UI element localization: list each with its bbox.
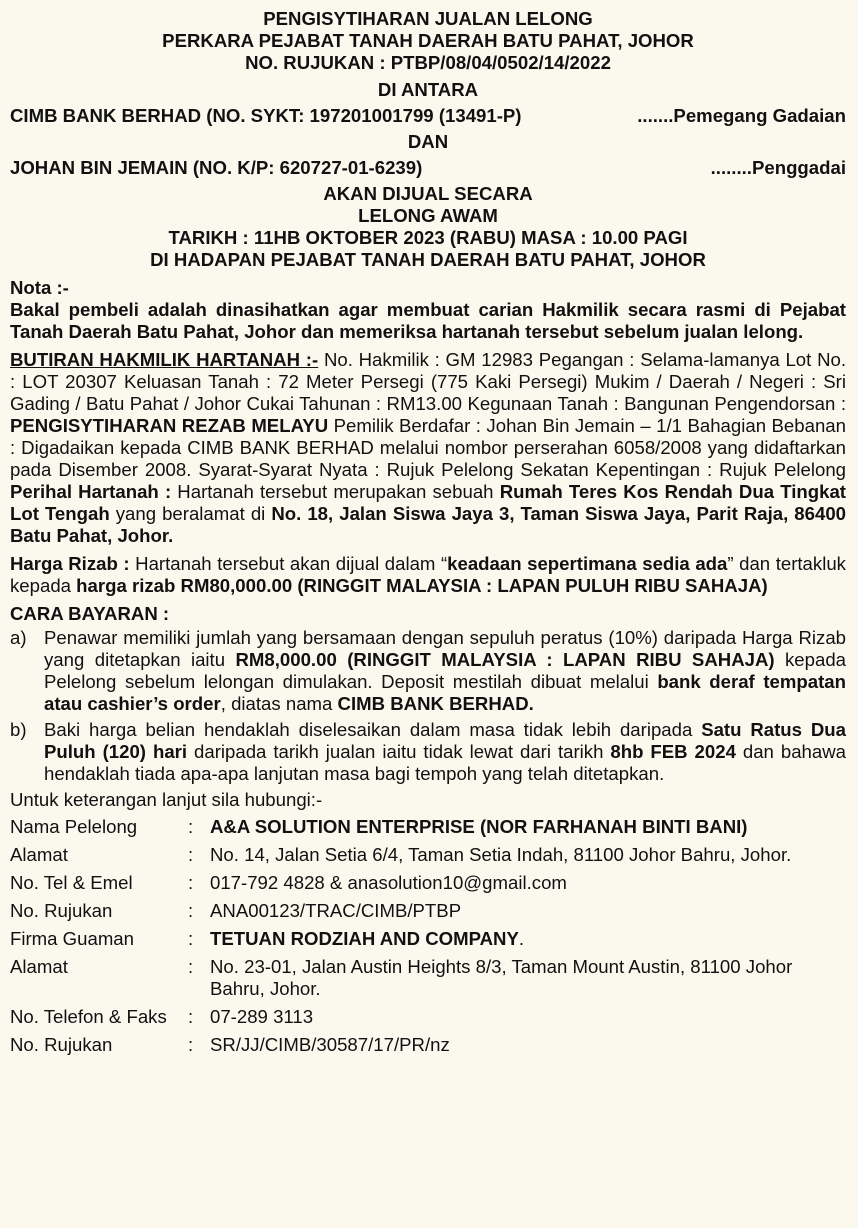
- table-row: Firma Guaman : TETUAN RODZIAH AND COMPANY.: [10, 925, 846, 953]
- party-chargor: [10, 157, 846, 179]
- auction-venue: DI HADAPAN PEJABAT TANAH DAERAH BATU PAHAT, JOHOR: [150, 249, 706, 270]
- table-row: No. Tel & Emel : 017-792 4828 & anasolution10@gmail.com: [10, 869, 846, 897]
- reserve-label: Harga Rizab :: [10, 553, 130, 574]
- party-chargee: [10, 105, 846, 127]
- table-row: Alamat : No. 14, Jalan Setia 6/4, Taman Setia Indah, 81100 Johor Bahru, Johor.: [10, 841, 846, 869]
- auctioneer-reference: ANA00123/TRAC/CIMB/PTBP: [210, 900, 462, 921]
- property-address: No. 18, Jalan Siswa Jaya 3, Taman Siswa Jaya, Parit Raja, 86400 Batu Pahat, Johor.: [10, 503, 847, 546]
- law-firm-reference: SR/JJ/CIMB/30587/17/PR/nz: [210, 1034, 450, 1055]
- contact-table: [10, 813, 846, 1059]
- chargee-name: CIMB BANK BERHAD (NO. SYKT: 197201001799 (13491-P): [10, 105, 522, 126]
- table-row: No. Rujukan : SR/JJ/CIMB/30587/17/PR/nz: [10, 1031, 846, 1059]
- table-row: No. Rujukan : ANA00123/TRAC/CIMB/PTBP: [10, 897, 846, 925]
- payment-label: CARA BAYARAN :: [10, 603, 170, 624]
- payment-terms: [10, 627, 846, 785]
- law-firm-address: No. 23-01, Jalan Austin Heights 8/3, Taman Mount Austin, 81100 Johor Bahru, Johor.: [210, 956, 793, 999]
- reference-number: NO. RUJUKAN : PTBP/08/04/0502/14/2022: [245, 52, 611, 73]
- auctioneer-address: No. 14, Jalan Setia 6/4, Taman Setia Indah, 81100 Johor Bahru, Johor.: [210, 844, 792, 865]
- note-text: Bakal pembeli adalah dinasihatkan agar membuat carian Hakmilik secara rasmi di Pejabat Tanah Daerah Batu Pahat, Johor dan memeriksa hartanah tersebut sebelum jualan lelong.: [10, 299, 846, 342]
- reserve-amount: harga rizab RM80,000.00 (RINGGIT MALAYSIA : LAPAN PULUH RIBU SAHAJA): [76, 575, 768, 596]
- note-label: Nota :-: [10, 277, 69, 298]
- table-row: Nama Pelelong : A&A SOLUTION ENTERPRISE (NOR FARHANAH BINTI BANI): [10, 813, 846, 841]
- and-label: DAN: [407, 131, 449, 152]
- law-firm-tel: 07-289 3113: [210, 1006, 314, 1027]
- chargor-name: JOHAN BIN JEMAIN (NO. K/P: 620727-01-6239): [10, 157, 423, 178]
- law-firm-name: TETUAN RODZIAH AND COMPANY.: [210, 928, 525, 949]
- contact-intro: Untuk keterangan lanjut sila hubungi:-: [10, 789, 323, 810]
- chargee-role: .......Pemegang Gadaian: [637, 105, 846, 126]
- case-title: PERKARA PEJABAT TANAH DAERAH BATU PAHAT, JOHOR: [162, 30, 694, 51]
- between-label: DI ANTARA: [377, 79, 479, 100]
- table-row: Alamat : No. 23-01, Jalan Austin Heights 8/3, Taman Mount Austin, 81100 Johor Bahru, Johor.: [10, 953, 846, 1003]
- payment-term-b: b) Baki harga belian hendaklah diselesaikan dalam masa tidak lebih daripada Satu Ratus Dua Puluh (120) hari daripada tarikh jualan iaitu tidak lewat dari tarikh 8hb FEB 2024 dan bahawa hendaklah tiada apa-apa lanjutan masa bagi tempoh yang telah ditetapkan.: [10, 719, 846, 784]
- reserve-price: Harga Rizab : Hartanah tersebut akan dijual dalam “keadaan sepertimana sedia ada” dan tertakluk kepada harga rizab RM80,000.00 (RINGGIT MALAYSIA : LAPAN PULUH RIBU SAHAJA): [10, 553, 846, 596]
- chargor-role: ........Penggadai: [710, 157, 846, 178]
- auctioneer-name: A&A SOLUTION ENTERPRISE (NOR FARHANAH BINTI BANI): [210, 816, 748, 837]
- property-details: BUTIRAN HAKMILIK HARTANAH :- No. Hakmilik : GM 12983 Pegangan : Selama-lamanya Lot No. : LOT 20307 Keluasan Tanah : 72 Meter Persegi (775 Kaki Persegi) Mukim / Daerah / Negeri : Sri Gading / Batu Pahat / Johor Cukai Tahunan : RM13.00 Kegunaan Tanah : Bangunan Pengendorsan : PENGISYTIHARAN REZAB MELAYU Pemilik Berdafar : Johan Bin Jemain – 1/1 Bahagian Bebanan : Digadaikan kepada CIMB BANK BERHAD melalui nombor perserahan 6058/2008 yang didaftarkan pada Disember 2008. Syarat-Syarat Nyata : Rujuk Pelelong Sekatan Kepentingan : Rujuk Pelelong Perihal Hartanah : Hartanah tersebut merupakan sebuah Rumah Teres Kos Rendah Dua Tingkat Lot Tengah yang beralamat di No. 18, Jalan Siswa Jaya 3, Taman Siswa Jaya, Parit Raja, 86400 Batu Pahat, Johor.: [10, 349, 847, 546]
- property-label: BUTIRAN HAKMILIK HARTANAH :-: [10, 349, 319, 370]
- sale-line-1: AKAN DIJUAL SECARA: [323, 183, 533, 204]
- notice-title: PENGISYTIHARAN JUALAN LELONG: [263, 8, 593, 29]
- auction-date: TARIKH : 11HB OKTOBER 2023 (RABU) MASA : 10.00 PAGI: [168, 227, 688, 248]
- sale-line-2: LELONG AWAM: [358, 205, 498, 226]
- payment-term-a: a) Penawar memiliki jumlah yang bersamaan dengan sepuluh peratus (10%) daripada Harga Rizab yang ditetapkan iaitu RM8,000.00 (RINGGIT MALAYSIA : LAPAN RIBU SAHAJA) kepada Pelelong sebelum lelongan dimulakan. Deposit mestilah dibuat melalui bank deraf tempatan atau cashier’s order, diatas nama CIMB BANK BERHAD.: [10, 627, 847, 714]
- auctioneer-tel-email: 017-792 4828 & anasolution10@gmail.com: [210, 872, 567, 893]
- table-row: No. Telefon & Faks : 07-289 3113: [10, 1003, 846, 1031]
